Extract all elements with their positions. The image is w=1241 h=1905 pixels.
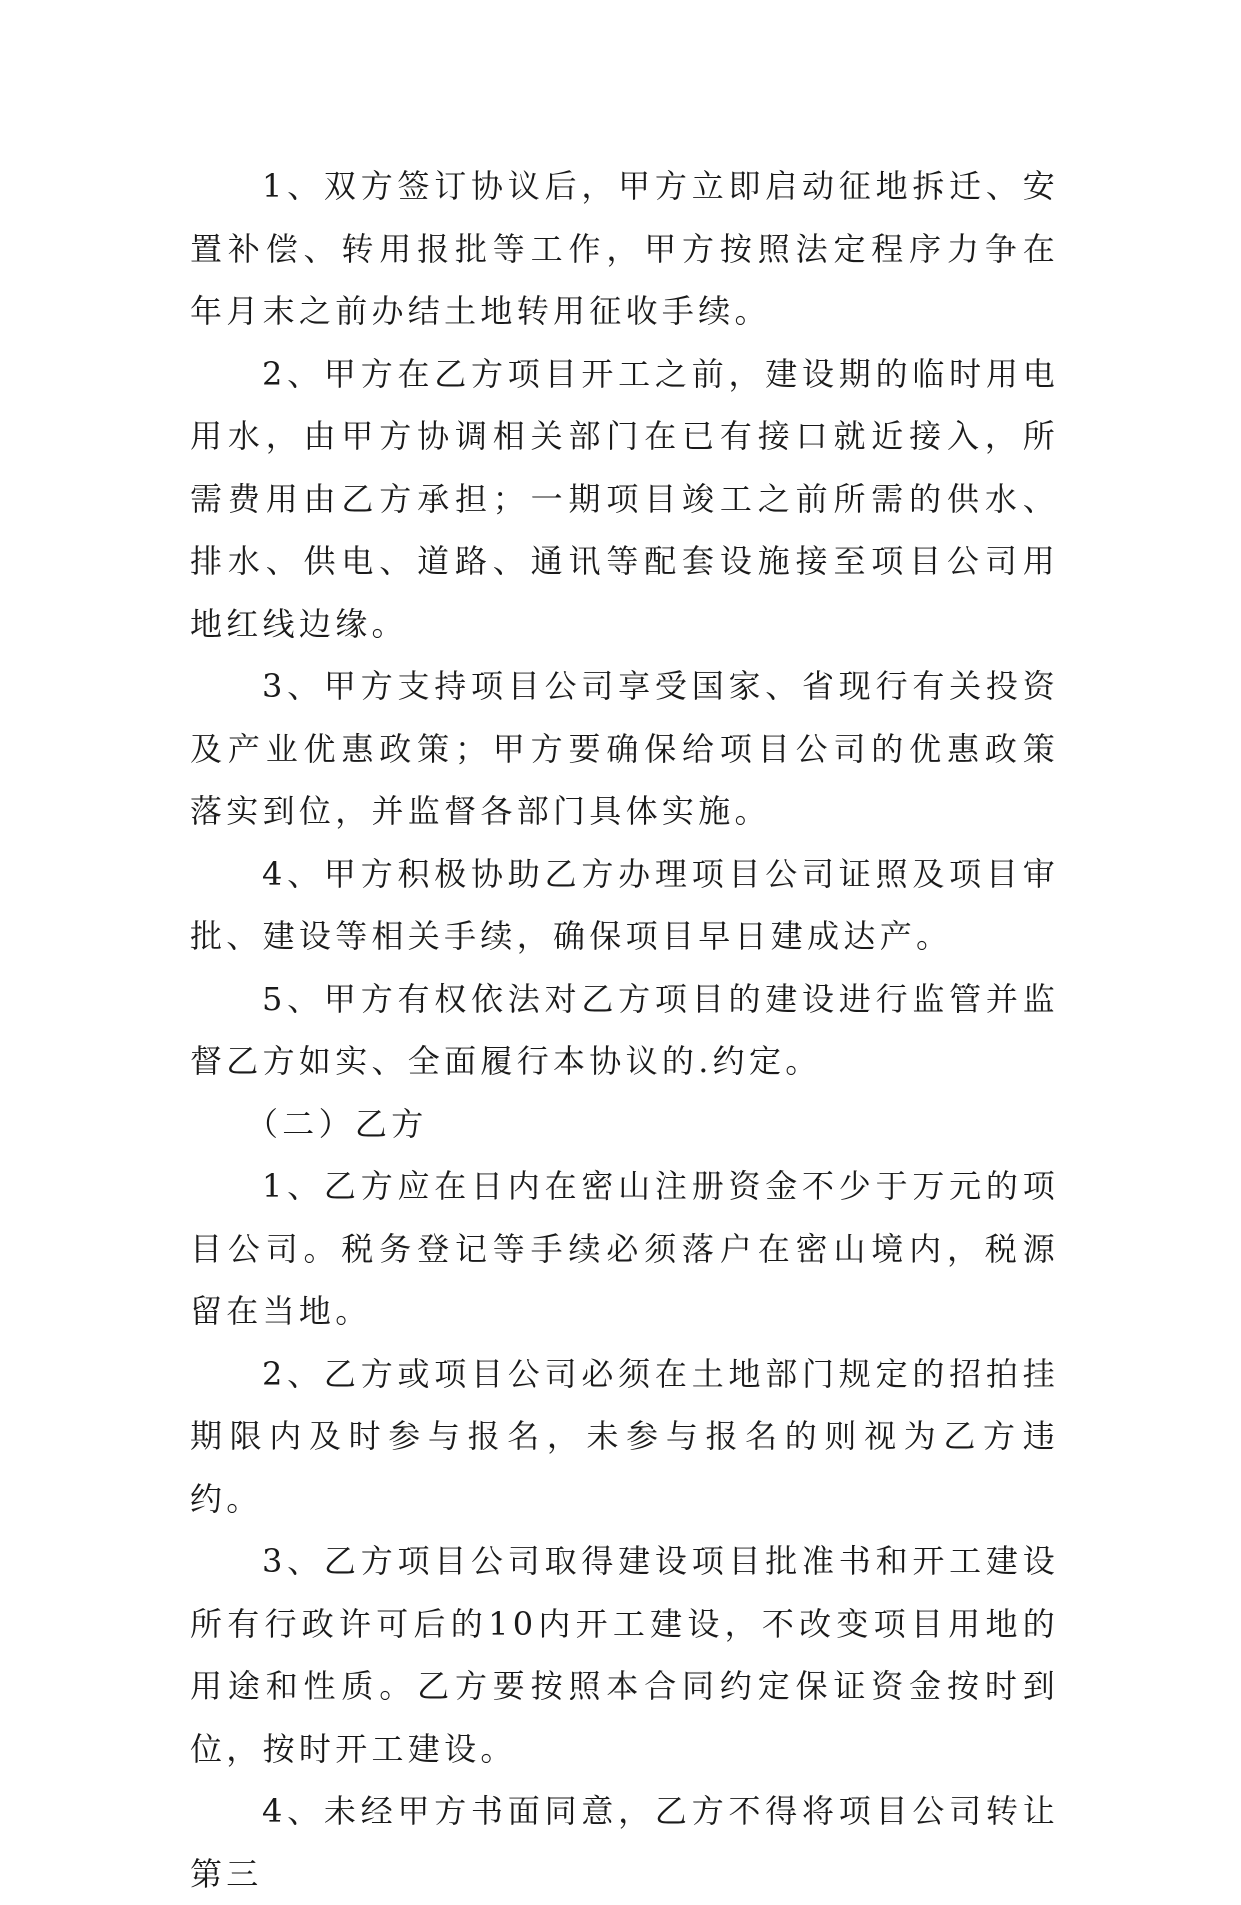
section-b-heading: （二）乙方 [246, 1104, 428, 1143]
section-b-item-1: 1、乙方应在日内在密山注册资金不少于万元的项目公司。税务登记等手续必须落户在密山境内，税源留在当地。 [190, 1167, 1059, 1330]
section-a-item-2: 2、甲方在乙方项目开工之前，建设期的临时用电用水，由甲方协调相关部门在已有接口就近接入，所需费用由乙方承担；一期项目竣工之前所需的供水、排水、供电、道路、通讯等配套设施接至项目公司用地红线边缘。 [190, 354, 1059, 643]
section-a-item-4: 4、甲方积极协助乙方办理项目公司证照及项目审批、建设等相关手续，确保项目早日建成达产。 [190, 854, 1059, 955]
section-b-item-4: 4、未经甲方书面同意，乙方不得将项目公司转让第三 [190, 1792, 1059, 1893]
section-a-item-3: 3、甲方支持项目公司享受国家、省现行有关投资及产业优惠政策；甲方要确保给项目公司的优惠政策落实到位，并监督各部门具体实施。 [190, 667, 1059, 830]
section-a-item-1: 1、双方签订协议后，甲方立即启动征地拆迁、安置补偿、转用报批等工作，甲方按照法定程序力争在年月末之前办结土地转用征收手续。 [190, 167, 1059, 330]
section-b-item-2: 2、乙方或项目公司必须在土地部门规定的招拍挂期限内及时参与报名，未参与报名的则视为乙方违约。 [190, 1354, 1059, 1518]
section-b-item-3: 3、乙方项目公司取得建设项目批准书和开工建设所有行政许可后的10内开工建设，不改变项目用地的用途和性质。乙方要按照本合同约定保证资金按时到位，按时开工建设。 [190, 1542, 1059, 1768]
section-a-item-5: 5、甲方有权依法对乙方项目的建设进行监管并监督乙方如实、全面履行本协议的.约定。 [190, 979, 1059, 1080]
